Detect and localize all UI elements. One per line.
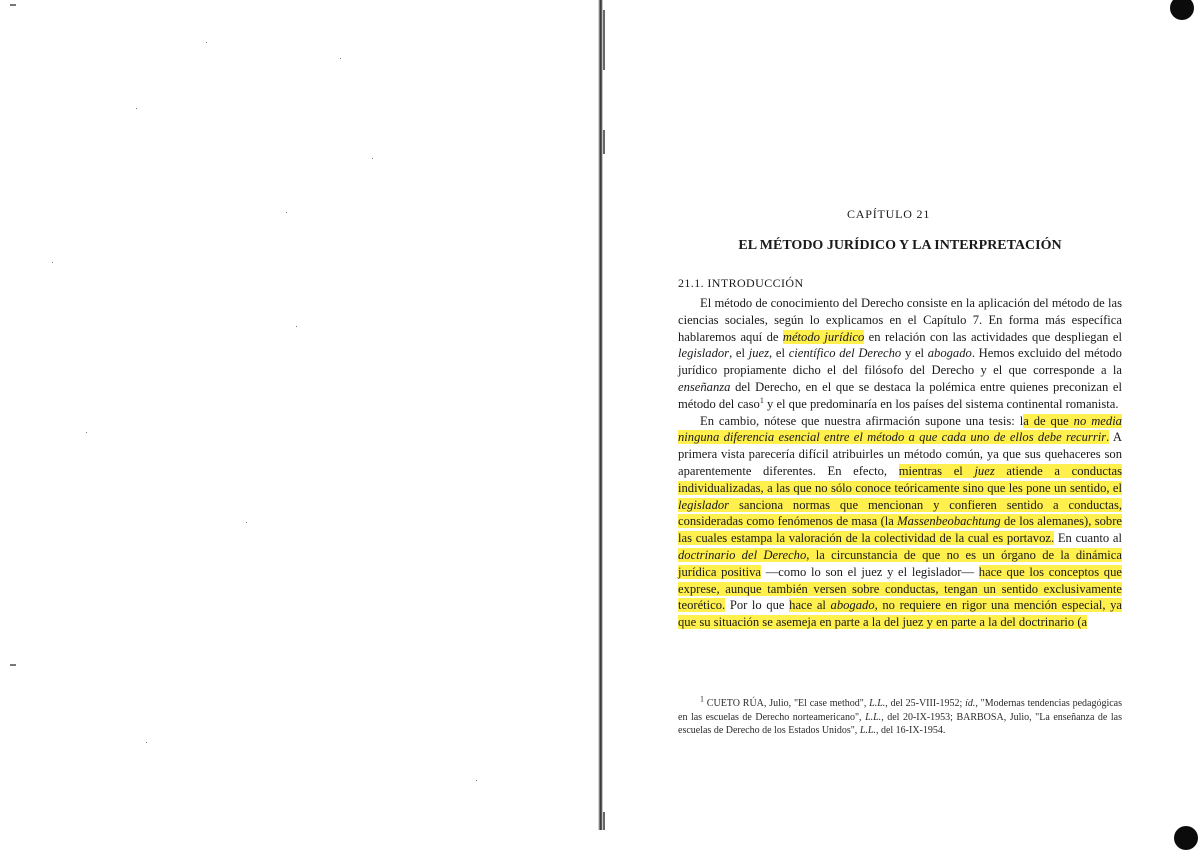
highlighted-italic-text: doctrinario del Derecho (678, 547, 807, 562)
text-run: CUETO RÚA, Julio, "El case method", (704, 698, 870, 709)
highlighted-text: a de que (1023, 413, 1074, 428)
text-run: Por lo que (725, 598, 790, 613)
highlighted-text: hace que los conceptos que exprese, aunque también versen sobre conductas, tengan un sentido exclusivamente teorético. (678, 564, 1122, 613)
chapter-title: EL MÉTODO JURÍDICO Y LA INTERPRETACIÓN (738, 238, 1062, 253)
book-gutter (598, 0, 603, 830)
text-run: A primera vista parecería difícil atribuirles un método común, ya que sus quehaceres son aparentemente diferentes. En efecto, (678, 430, 1122, 478)
text-run: , el (729, 346, 749, 361)
scan-speck (206, 42, 207, 43)
highlighted-text: de los alemanes) (1000, 514, 1089, 529)
scan-speck (52, 262, 53, 263)
highlighted-text: mientras el (898, 463, 975, 478)
text-run: , del 25-VIII-1952; (885, 698, 966, 709)
text-run: En cambio, nótese que nuestra afirmación supone una tesis: l (700, 413, 1024, 428)
text-run: El método de conocimiento del Derecho consiste en la aplicación del método de las ciencias sociales, según lo explicamos en el Capítulo 7. En forma más específica hablaremos aquí de (678, 296, 1122, 344)
footnote (678, 694, 1123, 738)
scan-speck (10, 664, 16, 666)
italic-text: L.L. (869, 698, 886, 709)
text-run: , del 16-IX-1954. (875, 725, 946, 737)
italic-text: abogado (927, 346, 972, 361)
italic-text: juez (748, 346, 770, 361)
text-run: , del 20-IX-1953; BARBOSA, Julio, "La enseñanza de las escuelas de Derecho de los Estados Unidos", (678, 711, 1122, 737)
paragraph-1 (678, 295, 1122, 413)
highlighted-text: , no requiere en rigor una mención especial, ya que su situación se asemeja en parte a la del juez y en parte a la del doctrinario (a (678, 598, 1123, 630)
text-run: —como lo son el juez y el legislador— (761, 564, 979, 579)
scan-speck (246, 522, 247, 523)
italic-text: científico del Derecho (788, 346, 902, 361)
highlighted-text: sanciona normas que mencionan y confieren sentido a conductas, consideradas como fenómenos de masa (la (678, 497, 1122, 529)
italic-text: legislador (678, 346, 730, 361)
right-page (604, 0, 1200, 847)
footnote-marker: 1 (700, 694, 704, 704)
chapter-label: CAPÍTULO 21 (847, 207, 931, 221)
text-run: y el que predominaría en los países del sistema continental romanista. (763, 396, 1119, 411)
italic-text: íd. (965, 698, 976, 709)
italic-text: L.L. (865, 711, 882, 723)
text-run: y el (901, 346, 928, 361)
paragraph-2 (678, 413, 1122, 631)
section-heading: 21.1. INTRODUCCIÓN (678, 276, 804, 290)
highlighted-italic-text: no media ninguna diferencia esencial entre el método a que cada uno de ellos debe recurrir (678, 413, 1122, 445)
body-text (678, 295, 1122, 631)
highlighted-italic-text: Massenbeobachtung (897, 514, 1001, 529)
italic-text: L.L. (859, 725, 876, 737)
italic-text: enseñanza (678, 379, 731, 394)
left-page-blank (0, 0, 600, 847)
highlighted-italic-text: legislador (678, 497, 730, 512)
highlighted-italic-text: abogado (830, 598, 875, 613)
highlighted-italic-text: juez (974, 463, 995, 478)
scan-speck (86, 432, 87, 433)
text-run: , el (769, 346, 789, 361)
scan-speck (10, 4, 16, 6)
scan-speck (146, 742, 147, 743)
highlighted-text: , la circunstancia de que no es un órgano de la dinámica jurídica positiva (678, 547, 1122, 579)
scan-speck (476, 780, 477, 781)
text-run: . Hemos excluido del método jurídico propiamente dicho el del filósofo del Derecho y el que corresponde a la (678, 346, 1122, 378)
scan-speck (286, 212, 287, 213)
scan-speck (296, 326, 297, 327)
highlighted-italic-text: método jurídico (782, 329, 865, 344)
text-run: , "Modernas tendencias pedagógicas en las escuelas de Derecho norteamericano", (678, 698, 1123, 723)
highlighted-text: hace al (789, 598, 831, 613)
scan-speck (372, 158, 373, 159)
scan-speck (136, 108, 137, 109)
scan-speck (340, 58, 341, 59)
text-run: del Derecho, en el que se destaca la polémica entre quienes preconizan el método del caso (678, 379, 1122, 411)
highlighted-text: , sobre las cuales estampa la valoración de la colectividad de la cual es portavoz. (678, 514, 1123, 546)
highlighted-text: . (1106, 430, 1110, 445)
footnote-marker: 1 (759, 395, 764, 405)
highlighted-text: atiende a conductas individualizadas, a las que no sólo conoce teóricamente sino que les pone un sentido, el (678, 463, 1122, 495)
text-run: en relación con las actividades que despliegan el (864, 329, 1122, 344)
text-run: En cuanto al (1054, 531, 1123, 546)
